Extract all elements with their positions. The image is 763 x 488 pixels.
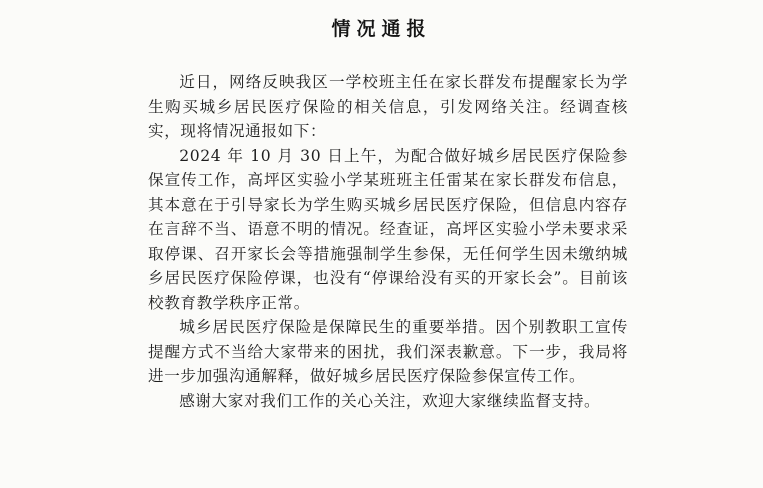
paragraph-findings: 2024 年 10 月 30 日上午，为配合做好城乡居民医疗保险参保宣传工作，高坪区实验小学某班班主任雷某在家长群发布信息，其本意在于引导家长为学生购买城乡居民医疗保险，但信息内容存在言辞不当、语意不明的情况。经查证，高坪区实验小学未要求采取停课、召开家长会等措施强制学生参保，无任何学生因未缴纳城乡居民医疗保险停课，也没有“停课给没有买的开家长会”。目前该校教育教学秩序正常。 xyxy=(148,146,628,312)
paragraph-thanks: 感谢大家对我们工作的关心关注，欢迎大家继续监督支持。 xyxy=(179,391,601,410)
paragraph-apology: 城乡居民医疗保险是保障民生的重要举措。因个别教职工宣传提醒方式不当给大家带来的困扰，我们深表歉意。下一步，我局将进一步加强沟通解释，做好城乡居民医疗保险参保宣传工作。 xyxy=(148,318,628,385)
notice-title: 情况通报 xyxy=(331,18,432,40)
notice-body xyxy=(148,70,628,413)
paragraph-intro: 近日，网络反映我区一学校班主任在家长群发布提醒家长为学生购买城乡居民医疗保险的相关信息，引发网络关注。经调查核实，现将情况通报如下： xyxy=(148,73,628,140)
